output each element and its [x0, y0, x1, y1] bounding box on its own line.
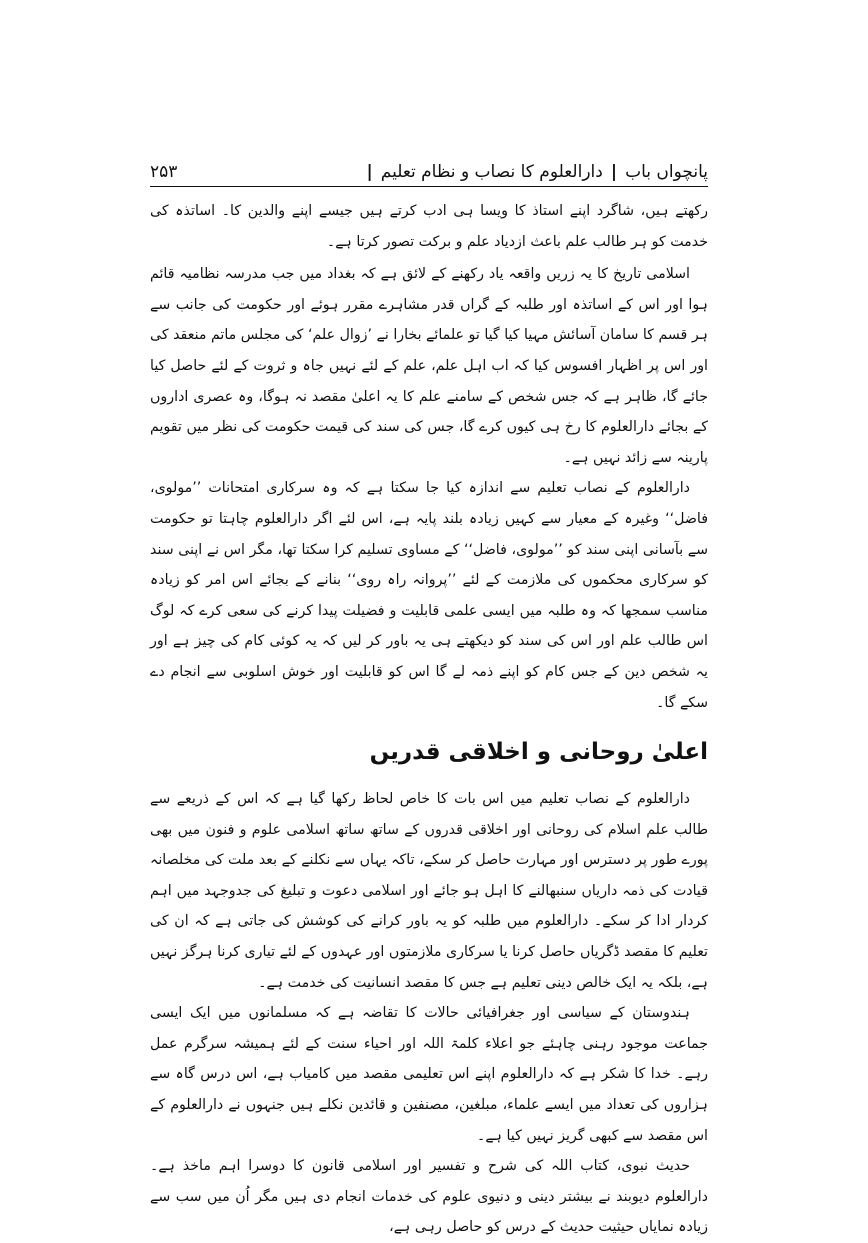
page-number: ۲۵۳ — [150, 162, 178, 182]
chapter-title: دارالعلوم کا نصاب و نظام تعلیم — [380, 162, 603, 182]
page-body — [150, 196, 708, 1243]
paragraph-syllabus-standard: دارالعلوم کے نصاب تعلیم سے اندازہ کیا جا سکتا ہے کہ وہ سرکاری امتحانات ’’مولوی، فاضل‘‘ وغیرہ کے معیار سے کہیں زیادہ بلند پایہ ہے، اس لئے اگر دارالعلوم چاہتا تو حکومت سے بآسانی اپنی سند کو ’’مولوی، فاضل‘‘ کے مساوی تسلیم کرا سکتا تھا، مگر اس نے اپنی سند کو سرکاری محکموں کی ملازمت کے لئے ’’پروانہ راہ روی‘‘ بنانے کے بجائے اس امر کو زیادہ مناسب سمجھا کہ وہ طلبہ میں ایسی علمی قابلیت و فضیلت پیدا کرنے کی سعی کرے کہ لوگ اس طالب علم اور اس کی سند کو دیکھتے ہی یہ باور کر لیں کہ یہ کوئی کام کی چیز ہے اور یہ شخص دین کے جس کام کو اپنے ذمہ لے گا اس کو قابلیت اور خوش اسلوبی سے انجام دے سکے گا۔ — [150, 480, 708, 711]
paragraph-hadith: حدیث نبوی، کتاب اللہ کی شرح و تفسیر اور اسلامی قانون کا دوسرا اہم ماخذ ہے۔ دارالعلوم دیوبند نے بیشتر دینی و دنیوی علوم کی خدمات انجام دی ہیں مگر اُن میں سب سے زیادہ نمایاں حیثیت حدیث کے درس کو حاصل رہی ہے، — [150, 1158, 708, 1236]
paragraph-india-conditions: ہندوستان کے سیاسی اور جغرافیائی حالات کا تقاضہ ہے کہ مسلمانوں میں ایک ایسی جماعت موجود رہنی چاہئے جو اعلاء کلمۃ اللہ اور احیاء سنت کے لئے ہمیشہ سرگرم عمل رہے۔ خدا کا شکر ہے کہ دارالعلوم اپنے اس تعلیمی مقصد میں کامیاب ہے، اس درس گاہ سے ہزاروں کی تعداد میں ایسے علماء، مبلغین، مصنفین و قائدین نکلے ہیں جنہوں نے دارالعلوم کے اس مقصد سے کبھی گریز نہیں کیا ہے۔ — [150, 1005, 708, 1144]
paragraph-spiritual-values: دارالعلوم کے نصاب تعلیم میں اس بات کا خاص لحاظ رکھا گیا ہے کہ اس کے ذریعے سے طالب علم اسلام کی روحانی اور اخلاقی قدروں کے ساتھ ساتھ اسلامی علوم و فنون میں بھی پورے طور پر دسترس اور مہارت حاصل کر سکے، تاکہ یہاں سے نکلنے کے بعد ملت کی مخلصانہ قیادت کی ذمہ داریاں سنبھالنے کا اہل ہو جائے اور اسلامی دعوت و تبلیغ کی جدوجہد میں اہم کردار ادا کر سکے۔ دارالعلوم میں طلبہ کو یہ باور کرانے کی کوشش کی جاتی ہے کہ ان کی تعلیم کا مقصد ڈگریاں حاصل کرنا یا سرکاری ملازمتوں اور عہدوں کے لئے تیاری کرنا ہرگز نہیں ہے، بلکہ یہ ایک خالص دینی تعلیم ہے جس کا مقصد انسانیت کی خدمت ہے۔ — [150, 791, 708, 991]
header-separator-2: | — [366, 162, 373, 182]
chapter-label: پانچواں باب — [625, 162, 708, 182]
header-separator: | — [610, 162, 618, 182]
paragraph-nizamiya: اسلامی تاریخ کا یہ زریں واقعہ یاد رکھنے کے لائق ہے کہ بغداد میں جب مدرسہ نظامیہ قائم ہوا اور اس کے اساتذہ اور طلبہ کے گراں قدر مشاہرے مقرر ہوئے اور حکومت کی جانب سے ہر قسم کا سامان آسائش مہیا کیا گیا تو علمائے بخارا نے ’زوال علم‘ کی مجلس ماتم منعقد کی اور اس پر اظہار افسوس کیا کہ اب اہل علم، علم کے لئے نہیں جاہ و ثروت کے لئے حاصل کیا جائے گا، ظاہر ہے کہ جس شخص کے سامنے علم کا یہ اعلیٰ مقصد نہ ہوگا، وہ عصری اداروں کے بجائے دارالعلوم کا رخ ہی کیوں کرے گا، جس کی سند کی قیمت حکومت کی نظر میں تقویم پارینہ سے زائد نہیں ہے۔ — [150, 266, 708, 466]
paragraph-continuation: رکھتے ہیں، شاگرد اپنے استاذ کا ویسا ہی ادب کرتے ہیں جیسے اپنے والدین کا۔ اساتذہ کی خدمت کو ہر طالب علم باعث ازدیاد علم و برکت تصور کرتا ہے۔ — [150, 203, 708, 250]
section-heading: اعلیٰ روحانی و اخلاقی قدریں — [369, 739, 708, 766]
header-rule — [150, 186, 708, 187]
running-header-title — [367, 162, 708, 182]
running-header — [150, 146, 708, 182]
